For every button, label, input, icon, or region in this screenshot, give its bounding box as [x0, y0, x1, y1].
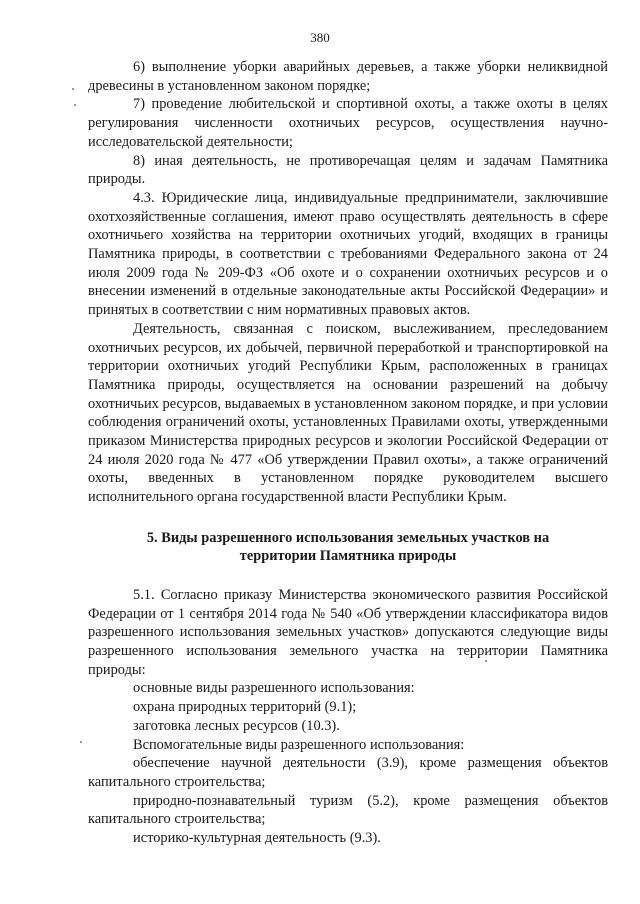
list-item: Вспомогательные виды разрешенного использования: — [133, 736, 465, 753]
paragraph: 6) выполнение уборки аварийных деревьев, а также уборки неликвидной древесины в установленном законом порядке; — [88, 59, 608, 94]
list-item: охрана природных территорий (9.1); — [133, 699, 357, 716]
paragraph: 7) проведение любительской и спортивной охоты, а также охоты в целях регулирования численности охотничьих ресурсов, осуществления научно-исследовательской деятельности; — [88, 96, 608, 150]
section-heading-line: территории Памятника природы — [239, 548, 457, 565]
page-number: 380 — [310, 30, 330, 45]
document-body — [88, 58, 608, 848]
list-item: природно-познавательный туризм (5.2), кроме размещения объектов капитального строительства; — [88, 792, 608, 828]
list-item: историко-культурная деятельность (9.3). — [133, 830, 381, 847]
list-item: заготовка лесных ресурсов (10.3). — [133, 717, 340, 734]
section-heading — [88, 529, 608, 566]
scan-speck — [74, 104, 76, 106]
paragraph: 8) иная деятельность, не противоречащая целям и задачам Памятника природы. — [88, 152, 608, 188]
paragraph: Деятельность, связанная с поиском, выслеживанием, преследованием охотничьих ресурсов, их добычей, первичной переработкой и транспортировкой на территории охотничьих угодий Республики Крым, расположенных в границах Памятника природы, осуществляется на основании разрешений на добычу охотничьих ресурсов, выдаваемых в установленном законом порядке, и при условии соблюдения ограничений охоты, установленных Правилами охоты, утвержденными приказом Министерства природных ресурсов и экологии Российской Федерации от 24 июля 2020 года № 477 «Об утверждении Правил охоты», а также ограничений охоты, введенных в установленном порядке руководителем высшего исполнительного органа государственной власти Республики Крым. — [88, 320, 608, 506]
scan-speck — [80, 741, 82, 743]
section-heading-line: 5. Виды разрешенного использования земельных участков на — [146, 529, 550, 546]
scan-speck — [485, 660, 487, 662]
list-item: основные виды разрешенного использования: — [133, 680, 415, 697]
scan-speck — [72, 88, 74, 90]
paragraph: 4.3. Юридические лица, индивидуальные предприниматели, заключившие охотхозяйственные соглашения, имеют право осуществлять деятельность в сфере охотничьего хозяйства на территории охотничьих угодий, входящих в границы Памятника природы, в соответствии с требованиями Федерального закона от 24 июля 2009 года № 209-ФЗ «Об охоте и о сохранении охотничьих ресурсов и о внесении изменений в отдельные законодательные акты Российской Федерации» и принятых в соответствии с ним нормативных правовых актов. — [88, 189, 608, 319]
list-item: обеспечение научной деятельности (3.9), кроме размещения объектов капитального строительства; — [88, 755, 608, 790]
paragraph: 5.1. Согласно приказу Министерства экономического развития Российской Федерации от 1 сентября 2014 года № 540 «Об утверждении классификатора видов разрешенного использования земельных участков» допускаются следующие виды разрешенного использования земельного участка на территории Памятника природы: — [88, 586, 608, 678]
